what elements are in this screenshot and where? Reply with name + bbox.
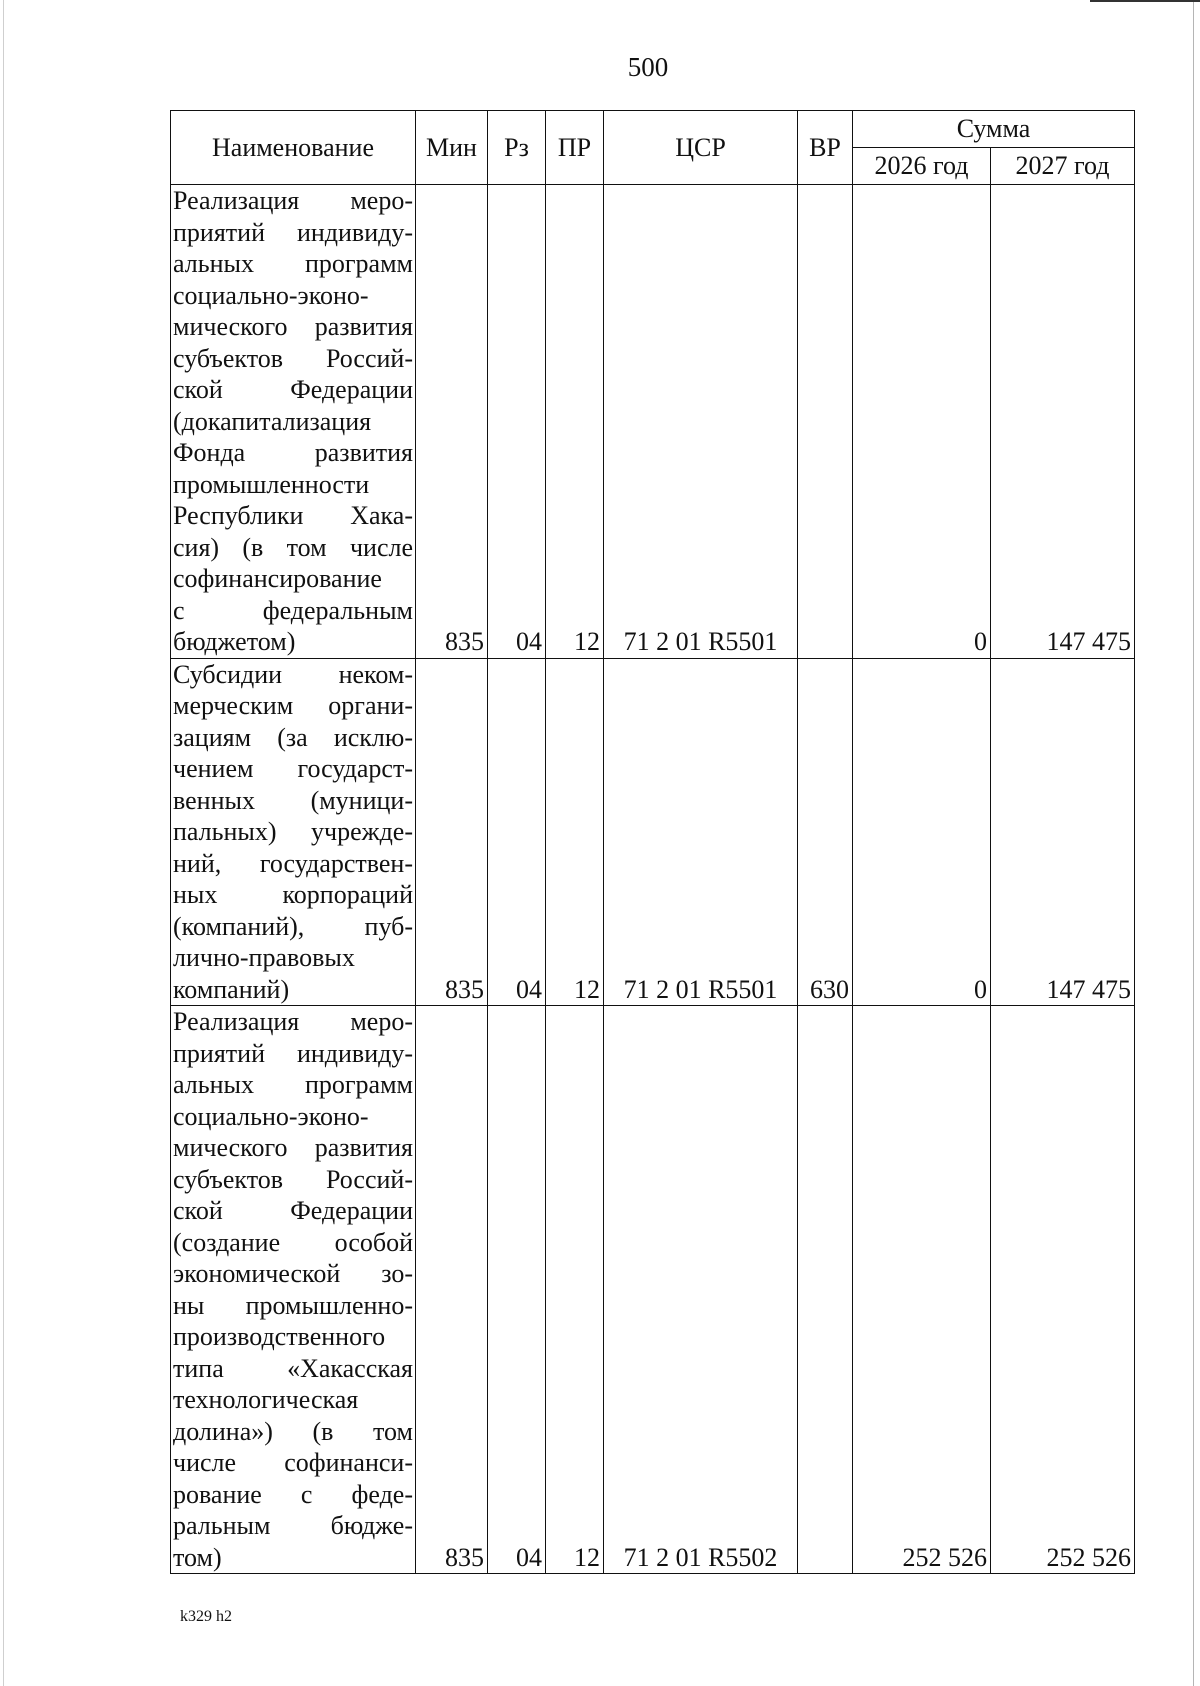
budget-table <box>170 110 1135 1574</box>
row-name-line: ны промышленно- <box>173 1290 413 1320</box>
row-name-line: Фонда развития <box>173 438 413 467</box>
row-name-line: числе софинанси- <box>173 1448 413 1477</box>
header-year-2026: 2026 год <box>853 148 991 185</box>
header-year-2027: 2027 год <box>991 148 1135 185</box>
row-csr-cell: 71 2 01 R5501 <box>604 185 798 659</box>
row-name-line: Реализация меро- <box>173 1007 413 1036</box>
row-name-line: социально-эконо- <box>173 1101 369 1131</box>
row-name-line: компаний) <box>173 974 290 1004</box>
row-name-line: сия) (в том числе <box>173 532 413 562</box>
row-name-line: экономической зо- <box>173 1259 413 1288</box>
row-name-line: ний, государствен- <box>173 848 413 878</box>
header-pr: ПР <box>546 111 604 185</box>
row-pr-cell: 12 <box>546 1006 604 1574</box>
row-name-line: производственного <box>173 1322 386 1351</box>
scan-right-edge <box>1193 0 1194 1686</box>
row-name-line: пальных) учрежде- <box>173 817 413 846</box>
row-name-line: долина») (в том <box>173 1416 413 1446</box>
row-name-line: чением государст- <box>173 754 413 783</box>
row-name-line: Реализация меро- <box>173 186 413 215</box>
row-name-line: Республики Хака- <box>173 501 413 530</box>
row-name-line: ных корпораций <box>173 880 413 909</box>
row-2027-cell: 252 526 <box>991 1006 1135 1574</box>
row-2027-cell: 147 475 <box>991 185 1135 659</box>
row-name-line: софинансирование <box>173 564 382 593</box>
table-row <box>171 1006 1135 1574</box>
row-rz-cell: 04 <box>488 1006 546 1574</box>
row-pr-cell: 12 <box>546 185 604 659</box>
row-vr-cell: 630 <box>798 658 853 1006</box>
row-rz-cell: 04 <box>488 185 546 659</box>
row-vr-cell <box>798 185 853 659</box>
row-name-line: субъектов Россий- <box>173 1164 413 1194</box>
row-name-line: технологическая <box>173 1385 359 1414</box>
table-body <box>171 185 1135 1574</box>
row-name-cell <box>171 185 416 659</box>
row-name-line: зациям (за исклю- <box>173 722 413 752</box>
row-name-line: (создание особой <box>173 1227 413 1257</box>
row-name-line: альных программ <box>173 249 413 278</box>
row-name-line: социально-эконо- <box>173 280 369 310</box>
row-min-cell: 835 <box>416 1006 488 1574</box>
header-name: Наименование <box>171 111 416 185</box>
row-2026-cell: 0 <box>853 658 991 1006</box>
row-min-cell: 835 <box>416 185 488 659</box>
row-name-line: ской Федерации <box>173 375 413 404</box>
row-name-line: бюджетом) <box>173 627 296 656</box>
scan-top-edge <box>1090 0 1200 2</box>
row-name-line: (компаний), пуб- <box>173 911 413 941</box>
header-csr: ЦСР <box>604 111 798 185</box>
header-vr: ВР <box>798 111 853 185</box>
row-name-line: типа «Хакасская <box>173 1353 413 1383</box>
row-name-line: венных (муници- <box>173 785 413 815</box>
row-name-line: мерческим органи- <box>173 691 413 720</box>
footer-code: k329 h2 <box>180 1608 232 1625</box>
row-name-line: с федеральным <box>173 595 413 625</box>
row-pr-cell: 12 <box>546 658 604 1006</box>
row-name-line: промышленности <box>173 469 370 499</box>
row-name-line: лично-правовых <box>173 943 355 972</box>
row-name-cell <box>171 1006 416 1574</box>
row-2026-cell: 252 526 <box>853 1006 991 1574</box>
row-name-line: мического развития <box>173 1133 413 1162</box>
row-name-cell <box>171 658 416 1006</box>
table-row <box>171 658 1135 1006</box>
row-min-cell: 835 <box>416 658 488 1006</box>
row-2026-cell: 0 <box>853 185 991 659</box>
row-csr-cell: 71 2 01 R5502 <box>604 1006 798 1574</box>
row-name-line: Субсидии неком- <box>173 659 413 689</box>
row-name-line: мического развития <box>173 312 413 341</box>
header-rz: Рз <box>488 111 546 185</box>
row-name-line: ской Федерации <box>173 1196 413 1225</box>
scan-left-edge <box>3 0 4 1686</box>
row-name-line: ральным бюдже- <box>173 1511 413 1540</box>
row-name-line: приятий индивиду- <box>173 1038 413 1068</box>
row-name-line: субъектов Россий- <box>173 343 413 373</box>
row-name-line: том) <box>173 1542 222 1572</box>
row-name-line: альных программ <box>173 1070 413 1099</box>
row-name-line: (докапитализация <box>173 406 372 436</box>
row-rz-cell: 04 <box>488 658 546 1006</box>
header-sum: Сумма <box>853 111 1135 148</box>
header-row-1 <box>171 111 1135 148</box>
row-name-line: приятий индивиду- <box>173 217 413 247</box>
header-min: Мин <box>416 111 488 185</box>
row-csr-cell: 71 2 01 R5501 <box>604 658 798 1006</box>
row-2027-cell: 147 475 <box>991 658 1135 1006</box>
row-name-line: рование с феде- <box>173 1479 413 1509</box>
page-number: 500 <box>627 52 669 82</box>
table-row <box>171 185 1135 659</box>
row-vr-cell <box>798 1006 853 1574</box>
